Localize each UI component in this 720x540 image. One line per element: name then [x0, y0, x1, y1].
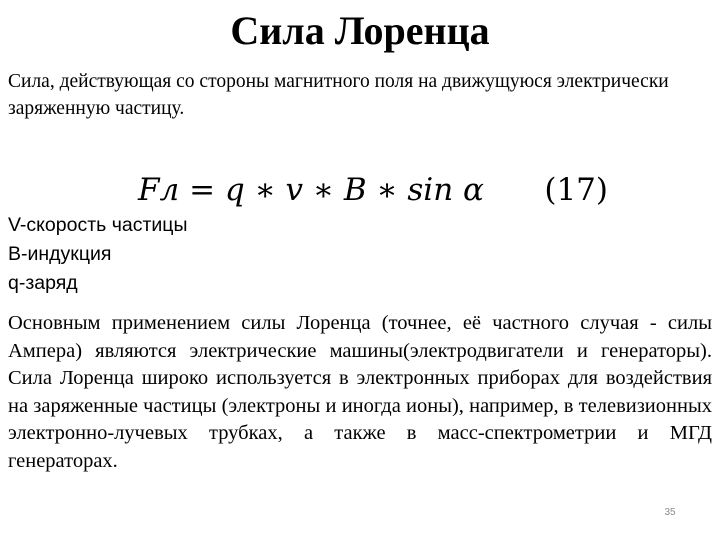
legend-item-velocity: V-скорость частицы [8, 214, 188, 236]
variable-legend [8, 211, 187, 298]
lorentz-force-formula [138, 168, 608, 212]
legend-item-charge: q-заряд [8, 272, 78, 294]
equation-number: (17) [544, 172, 608, 208]
page-number: 35 [664, 507, 676, 518]
slide-title: Сила Лоренца [230, 8, 490, 53]
applications-paragraph: Основным применением силы Лоренца (точнее, её частного случая - силы Ампера) являются электрические машины(электродвигатели и генераторы). Сила Лоренца широко используется в электронных приборах для воздействия на заряженные частицы (электроны и иногда ионы), например, в телевизионных электронно-лучевых трубках, а также в масс-спектрометрии и МГД генераторах. [8, 312, 712, 472]
definition-text: Сила, действующая со стороны магнитного поля на движущуюся электрически заряженную частицу. [8, 71, 669, 119]
formula-expression: Fл = q ∗ v ∗ B ∗ sin α [138, 172, 484, 208]
legend-item-induction: B-индукция [8, 243, 112, 265]
